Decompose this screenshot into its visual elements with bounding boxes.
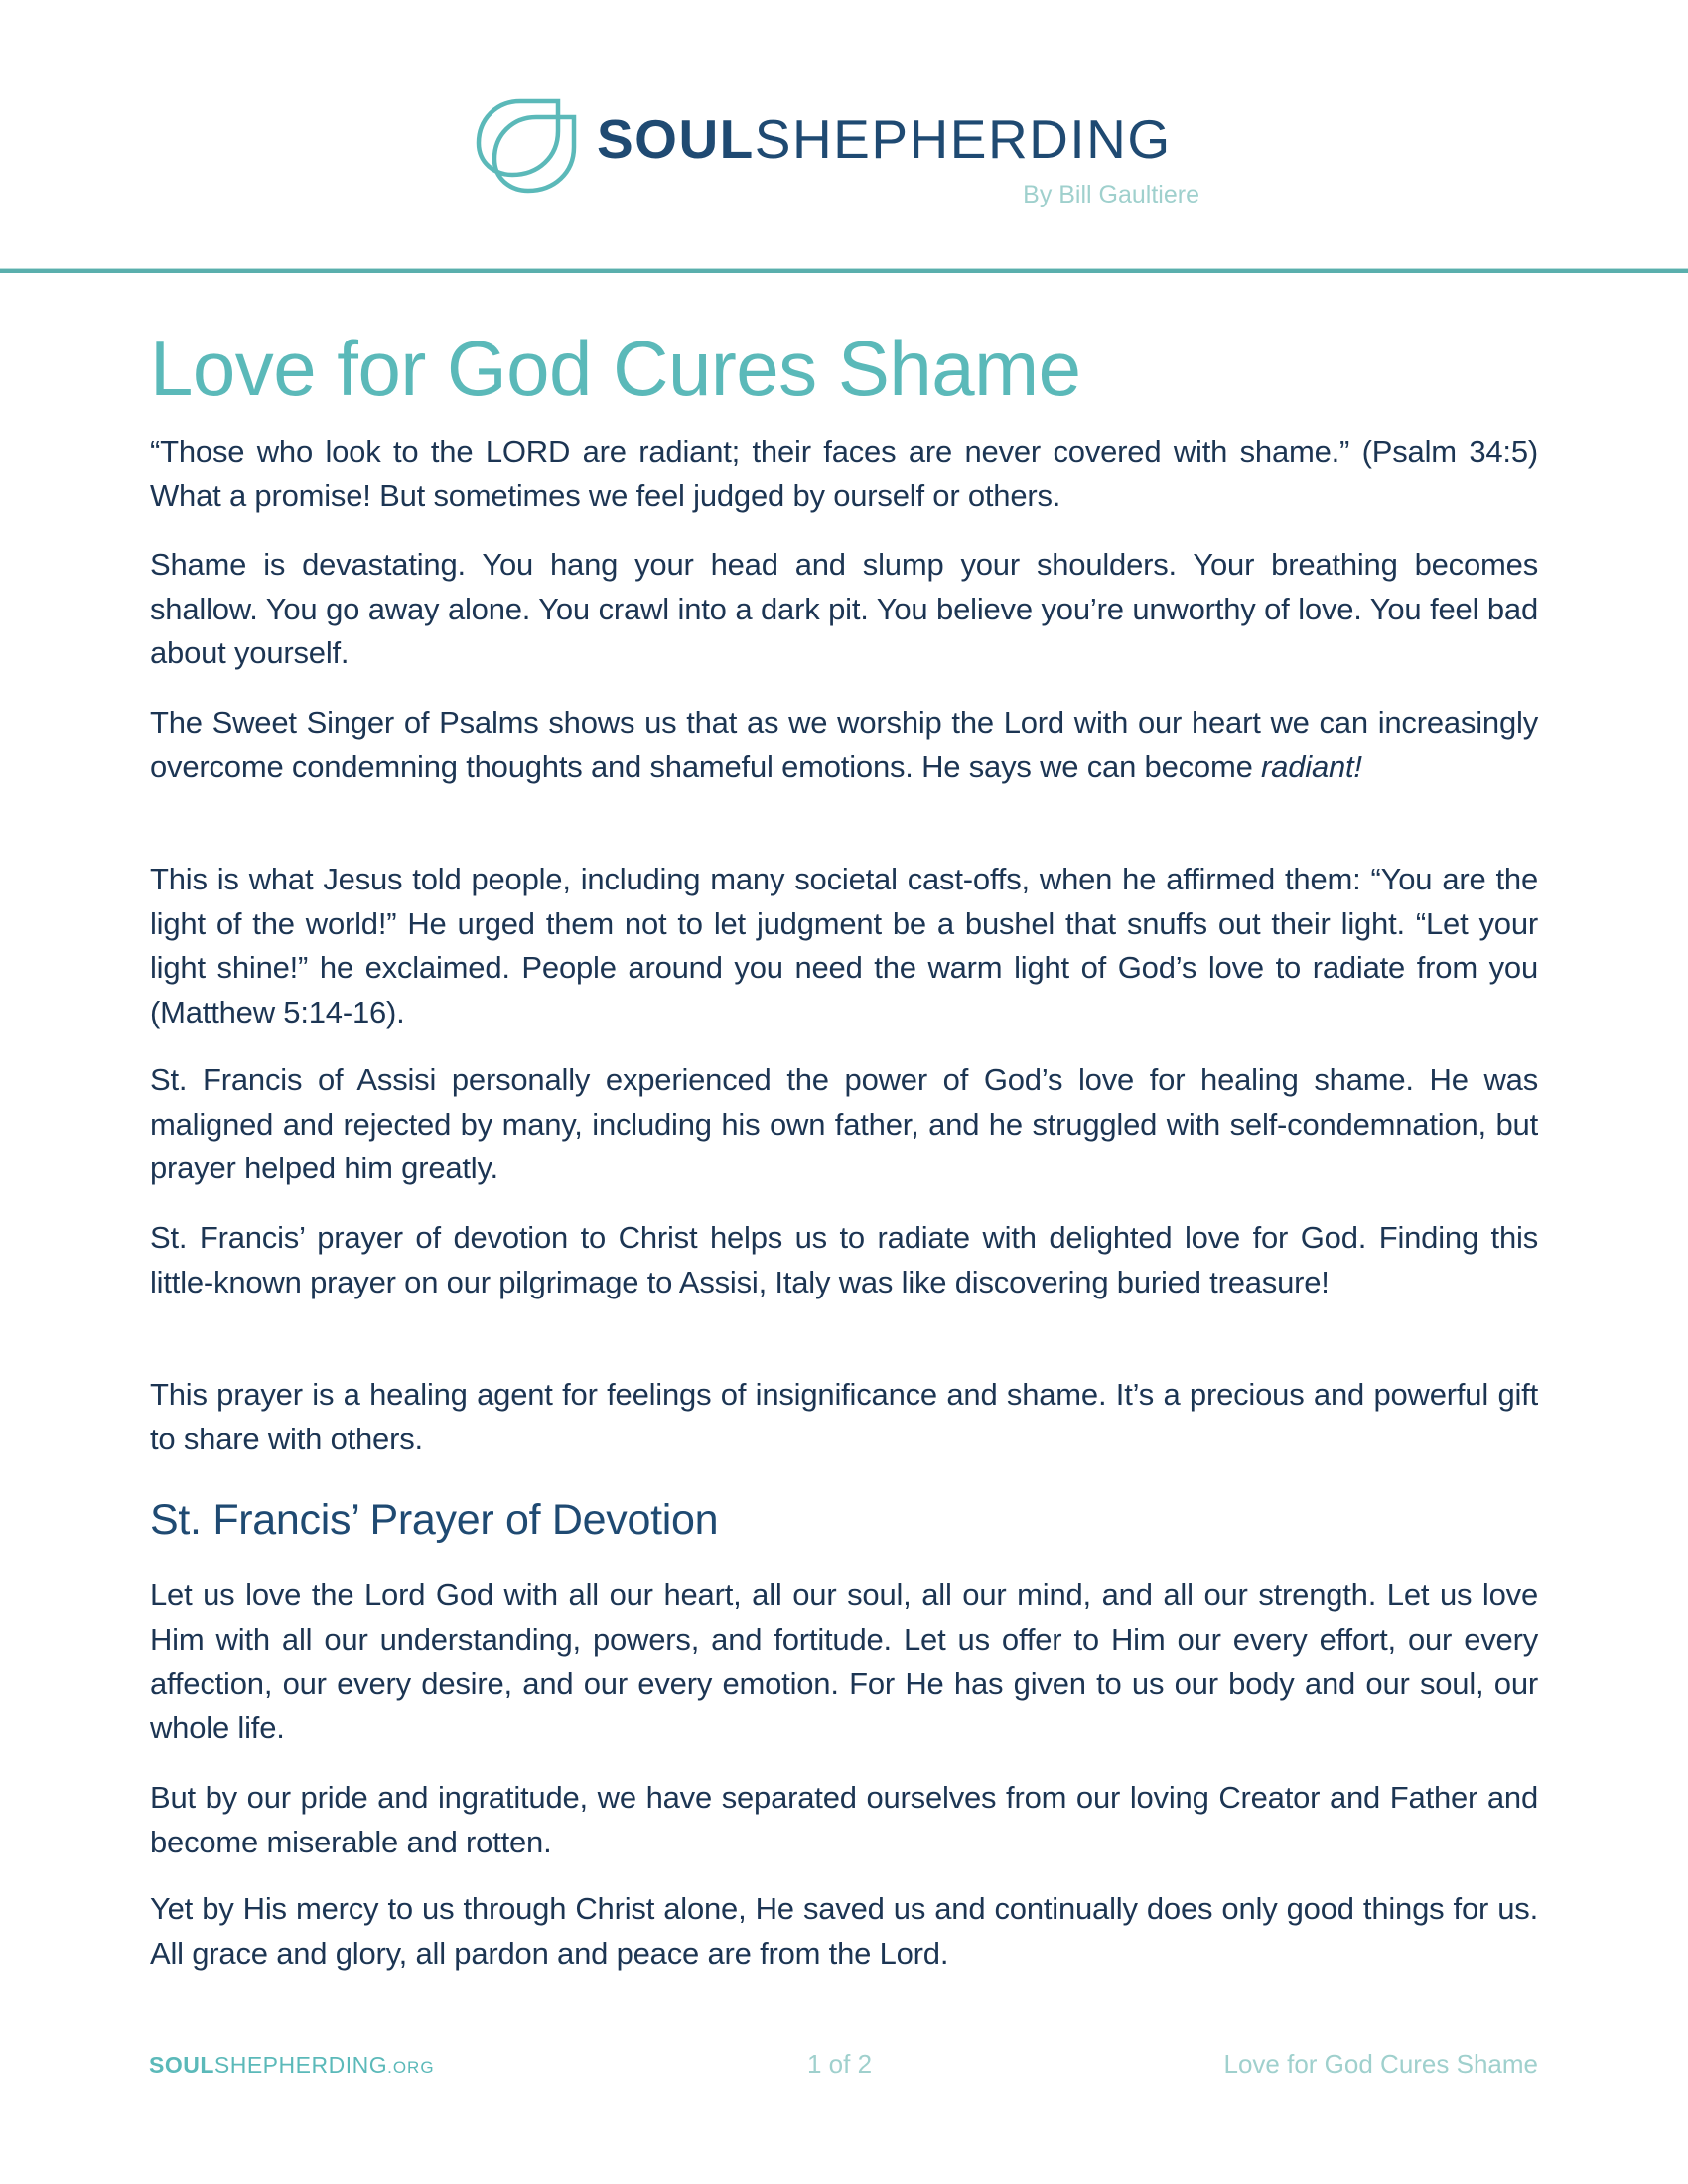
- footer-doc-title: Love for God Cures Shame: [1223, 2049, 1538, 2079]
- article-paragraph: St. Francis’ prayer of devotion to Christ helps us to radiate with delighted love for God. Finding this little-known prayer on our pilgrimage to Assisi, Italy was like discovering buried treasure!: [150, 1220, 1538, 1299]
- brand-wordmark-bold: SOUL: [597, 108, 755, 170]
- emphasis-radiant: radiant!: [1261, 749, 1362, 784]
- article-paragraph: “Those who look to the LORD are radiant; their faces are never covered with shame.” (Psalm 34:5) What a promise! But sometimes we feel judged by ourself or others.: [150, 434, 1538, 513]
- article-paragraph: This prayer is a healing agent for feelings of insignificance and shame. It’s a precious and powerful gift to share with others.: [150, 1377, 1538, 1456]
- brand-wordmark: [597, 108, 1172, 170]
- page-title: Love for God Cures Shame: [150, 325, 1081, 412]
- author-byline: By Bill Gaultiere: [1023, 181, 1199, 208]
- footer-site-link[interactable]: [149, 2051, 435, 2082]
- brand-wordmark-light: SHEPHERDING: [754, 108, 1172, 170]
- footer-site-bold: SOUL: [149, 2052, 214, 2078]
- article-paragraph: St. Francis of Assisi personally experienced the power of God’s love for healing shame. He was maligned and rejected by many, including his own father, and he struggled with self-condemnation, but prayer helped him greatly.: [150, 1062, 1538, 1185]
- footer-site-tld: .ORG: [387, 2058, 435, 2077]
- article-paragraph: Shame is devastating. You hang your head and slump your shoulders. Your breathing becomes shallow. You go away alone. You crawl into a dark pit. You believe you’re unworthy of love. You feel bad about yourself.: [150, 547, 1538, 670]
- article-paragraph: This is what Jesus told people, including many societal cast-offs, when he affirmed them: “You are the light of the world!” He urged them not to let judgment be a bushel that snuffs out their light. “Let your light shine!” he exclaimed. People around you need the warm light of God’s love to radiate from you (Matthew 5:14-16).: [150, 862, 1538, 1029]
- section-heading: St. Francis’ Prayer of Devotion: [150, 1496, 719, 1544]
- header-divider: [0, 269, 1688, 273]
- paragraph-text: The Sweet Singer of Psalms shows us that as we worship the Lord with our heart we can increasingly overcome condemning thoughts and shameful emotions. He says we can become: [150, 705, 1538, 784]
- prayer-paragraph: Yet by His mercy to us through Christ alone, He saved us and continually does only good things for us. All grace and glory, all pardon and peace are from the Lord.: [150, 1891, 1538, 1971]
- footer-site-light: SHEPHERDING: [213, 2052, 388, 2078]
- article-paragraph: [150, 701, 1538, 789]
- page-indicator: 1 of 2: [807, 2049, 873, 2079]
- prayer-paragraph: But by our pride and ingratitude, we have separated ourselves from our loving Creator and Father and become miserable and rotten.: [150, 1780, 1538, 1859]
- prayer-paragraph: Let us love the Lord God with all our heart, all our soul, all our mind, and all our strength. Let us love Him with all our understanding, powers, and fortitude. Let us offer to Him our every effort, our every affection, our every desire, and our every emotion. For He has given to us our body and our soul, our whole life.: [150, 1577, 1538, 1745]
- soul-shepherding-logo-icon: [475, 97, 578, 195]
